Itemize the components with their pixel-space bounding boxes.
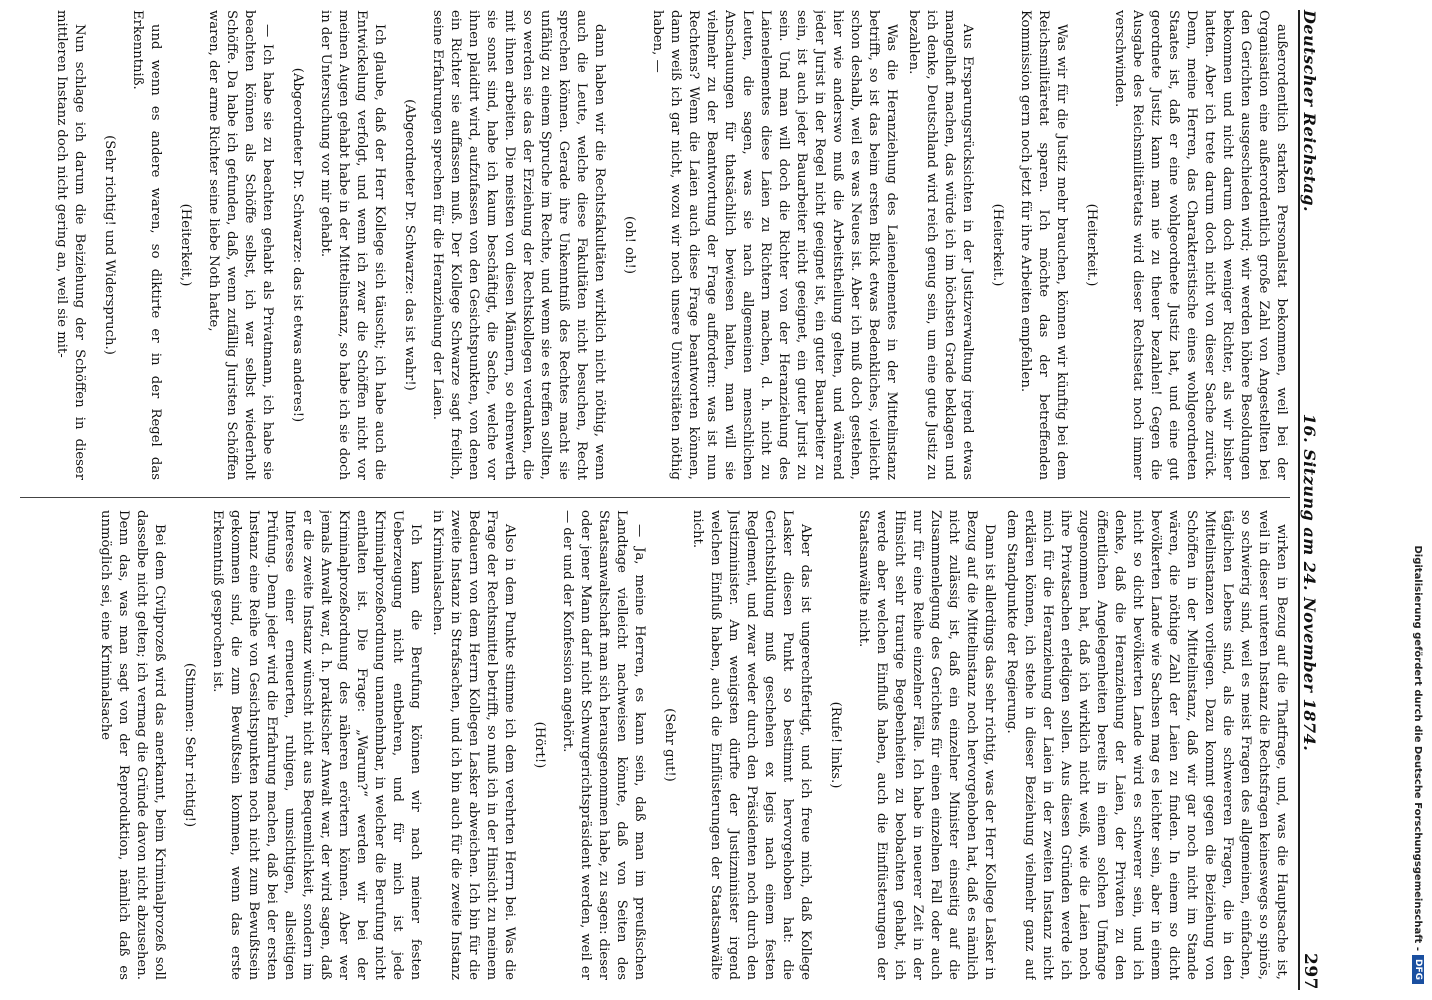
reaction: (Heiterkeit.) <box>1084 203 1099 287</box>
header-session: 16. Sitzung am 24. November 1874. <box>1300 413 1319 752</box>
paragraph: Was wir für die Justiz mehr brauchen, können wir künftig bei dem Reichsmilitäretat sparen. Ich möchte das der betreffenden Kommission gern noch jetzt für ihre Arbeiten empfehlen. <box>1018 10 1069 480</box>
reaction: (Rufe! links.) <box>828 701 843 789</box>
paragraph: — Ja, meine Herren, es kann sein, daß man im preußischen Landtage vielleicht nachweisen könnte, daß von Seiten des Staatsanwaltschaft man sich herausgenommen habe, zu sagen: dieser oder jener Mann darf nicht Schwurgerichtspräsident werden, weil er — der und der Konfession angehört. <box>560 510 647 980</box>
paragraph: und wenn es andere waren, so diktirte er in der Regel das Erkenntniß. <box>130 10 163 480</box>
dfg-logo: DFG <box>1412 955 1424 984</box>
page-number: 297 <box>1300 952 1320 990</box>
paragraph: Aber das ist ungerechtfertigt, und ich freue mich, daß Kollege Lasker diesen Punkt so bestimmt hervorgehoben hat: die Gerichtsbildung muß geschehen ex legis nach einem festen Reglement, und zwar weder durch den Präsidenten noch durch den Justizminister. Am wenigsten dürfte der Justizminister irgend welchen Einfluß haben, auch die Einflüsterungen der Staatsanwälte nicht. <box>690 510 813 980</box>
reaction: (oh! oh!) <box>622 216 637 274</box>
funding-watermark <box>1410 10 1430 990</box>
paragraph: Bei dem Civilprozeß wird das anerkannt, beim Kriminalprozeß soll dasselbe nicht gelten; ich vermag die Gründe davon nicht abzusehen. Denn das, was man sagt von der Reproduktion, nämlich daß es unmöglich sei, eine Kriminalsache <box>98 510 167 980</box>
reaction: (Stimmen: Sehr richtig!) <box>182 662 197 828</box>
watermark-text-row <box>1408 10 1428 990</box>
paragraph: Dann ist allerdings das sehr richtig, was der Herr Kollege Lasker in Bezug auf die Mittelinstanz noch hervorgehoben hat, daß es nämlich nicht zulässig ist, daß ein einzelner Minister einseitig auf die Zusammenlegung des Gerichtes für einen einzelnen Fall oder auch nur für eine Reihe einzelner Fälle. Ich habe in neuerer Zeit in der Hinsicht sehr traurige Begebenheiten zu beobachten gehabt, ich werde aber welchen Einfluß haben, auch die Einflüsterungen der Staatsanwälte nicht. <box>856 510 997 980</box>
paragraph: Ich glaube, daß der Herr Kollege sich täuscht; ich habe auch die Entwickelung verfolgt, und wenn ich zwar die Schöffen nicht vor meinen Augen gehabt habe in der Mittelinstanz, so habe ich sie doch in der Untersuchung vor mir gehabt. <box>318 10 387 480</box>
paragraph: Nun schlage ich darum die Beiziehung der Schöffen in dieser mittleren Instanz doch nicht gering an, weil sie mit- <box>54 10 87 480</box>
left-column <box>10 10 1290 480</box>
paragraph: Also in dem Punkte stimme ich dem verehrten Herrn bei. Was die Frage der Rechtsmittel betrifft, so muß ich in der Hinsicht zu meinem Bedauern von dem Herrn Kollegen Lasker abweichen. Ich bin für die zweite Instanz in Strafsachen, und ich bin auch für die zweite Instanz in Kriminalsachen. <box>430 510 517 980</box>
reaction: (Abgeordneter Dr. Schwarze: das ist wahr!) <box>402 99 417 391</box>
right-column <box>10 510 1290 980</box>
paragraph: Was die Heranziehung des Laienelementes in der Mittelinstanz betrifft, so ist das beim ersten Blick etwas Bedenkliches, vielleicht schon deshalb, weil es was Neues ist. Aber ich muß doch gestehen, hier wie anderswo muß die Arbeitstheilung gelten, und während jeder Jurist in der Regel nicht geeignet ist, ein guter Bauarbeiter zu sein, ist auch jeder Bauarbeiter nicht geeignet, ein guter Jurist zu sein. Und man will doch die Richter von der Heranziehung des Laienelementes diese Laien zu Richtern machen, d. h. nicht zu Leuten, die sagen, was sie nach allgemeinen menschlichen Anschauungen für thatsächlich bewiesen halten, man will sie vielmehr zu der Beantwortung der Frage auffordern: was ist nun Rechtens? Wenn die Laien auch diese Frage beantworten können, dann weiß ich gar nicht, wozu wir noch unsere Universitäten nöthig haben, — <box>650 10 899 480</box>
column-divider <box>20 497 1290 498</box>
paragraph: außerordentlich starken Personalstat bekommen, weil bei der Organisation eine außerordentlich große Zahl von Angestellten bei den Gerichten ausgeschieden wird; wir werden höhere Besoldungen bekommen und nicht darum doch weniger Richter, als wir bisher hatten. Aber ich trete darum doch nicht von dieser Sache zurück. Denn, meine Herren, das Charakteristische eines wohlgeordneten Staates ist, daß er eine wohlgeordnete Justiz hat, und eine gut geordnete Justiz kann man nie zu theuer bezahlen! Gegen die Ausgabe des Reichsmilitäretats wird dieser Rechtsetat noch immer verschwinden. <box>1112 10 1289 480</box>
paragraph: Ich kann die Berufung können wir nach meiner festen Ueberzeugung nicht entbehren, und für mich ist jede Kriminalprozeßordnung unannehmbar, in welcher die Berufung nicht enthalten ist. Die Frage: „Warum?“ werden wir bei der Kriminalprozeßordnung des näheren erörtern können. Aber wer jemals Anwalt war, d. h. praktischer Anwalt war, der wird sagen, daß er die zweite Instanz wünscht nicht aus Bequemlichkeit, sondern im Interesse einer erneuerten, ruhigen, umsichtigen, allseitigen Prüfung. Denn jeder wird die Erfahrung machen, daß bei der ersten Instanz eine Reihe von Gesichtspunkten noch nicht zum Bewußtsein gekommen sind, die zum Bewußtsein kommen, wenn das erste Erkenntniß gesprochen ist. <box>210 510 423 980</box>
reaction: (Sehr gut!) <box>662 708 677 782</box>
paragraph: wirken in Bezug auf die Thatfrage, und, was die Hauptsache ist, weil in dieser unteren Instanz die Rechtsfragen keineswegs so spinös, so schwierig sind, weil es meist Fragen des allgemeinen, einfachen, täglichen Lebens sind, als die schwereren Fragen, die in den Mittelinstanzen vorliegen. Dazu kommt gegen die Beiziehung von Schöffen in der Mittelinstanz, daß wir gar noch nicht im Stande wären, die nöthige Zahl der Laien zu finden. In einem so dicht bevölkerten Lande wie Sachsen mag es leichter sein, aber in einem nicht so dicht bevölkerten Lande wird es schwerer sein, und ich denke, daß die Heranziehung der Laien, der Privaten zu den öffentlichen Angelegenheiten bereits in einem solchen Umfange zugenommen hat, daß ich wirklich nicht weiß, wie die Laien noch ihre Privatsachen erledigen sollen. Aus diesen Gründen werde ich mich für die Heranziehung der Laien in der zweiten Instanz nicht erklären können, ich stehe in dieser Beziehung vielmehr ganz auf dem Standpunkte der Regierung. <box>1004 510 1289 980</box>
reaction: (Abgeordneter Dr. Schwarze: das ist etwas anderes!) <box>290 67 305 423</box>
reaction: (Heiterkeit.) <box>990 203 1005 287</box>
reaction: (Sehr richtig! und Widerspruch.) <box>102 135 117 355</box>
watermark-text: Digitalisierung gefördert durch die Deutsche Forschungsgemeinschaft - <box>1412 545 1424 951</box>
page-header <box>1298 10 1340 990</box>
reaction: (Hört!) <box>532 721 547 769</box>
paragraph: — Ich habe sie zu beachten gehabt als Privatmann, ich habe sie beachten können als Schöffe selbst, ich war selbst wiederholt Schöffe. Da habe ich gefunden, daß, wenn zufällig Juristen Schöffen waren, der arme Richter seine liebe Noth hatte, <box>206 10 275 480</box>
header-publication: Deutscher Reichstag. <box>1300 10 1319 213</box>
reaction: (Heiterkeit,) <box>178 203 193 287</box>
paragraph: Aus Ersparungsrücksichten in der Justizverwaltung irgend etwas mangelhaft machen, das würde ich im höchsten Grade beklagen und ich denke, Deutschland wird reich genug sein, um eine gute Justiz zu bezahlen. <box>906 10 975 480</box>
paragraph: dann haben wir die Rechtsfakultäten wirklich nicht nöthig, wenn auch die Leute, welche diese Fakultäten nicht besuchen, Recht sprechen können. Gerade ihre Unkenntniß des Rechtes macht sie unfähig zu einem Spruche im Rechte, und wenn sie es treffen sollten, so werden sie das der Erziehung der Rechtskollegen verdanken, die mit ihnen arbeiten. Die meisten von diesen Männern, so ehrenwerth sie sonst sind, habe ich kaum beschäftigt, die Sache, welche vor ihnen plaidirt wird, aufzufassen von den Gesichtspunkten, von denen ein Richter sie auffassen muß. Der Kollege Schwarze sagt freilich, seine Erfahrungen sprechen für die Heranziehung der Laien. <box>430 10 607 480</box>
